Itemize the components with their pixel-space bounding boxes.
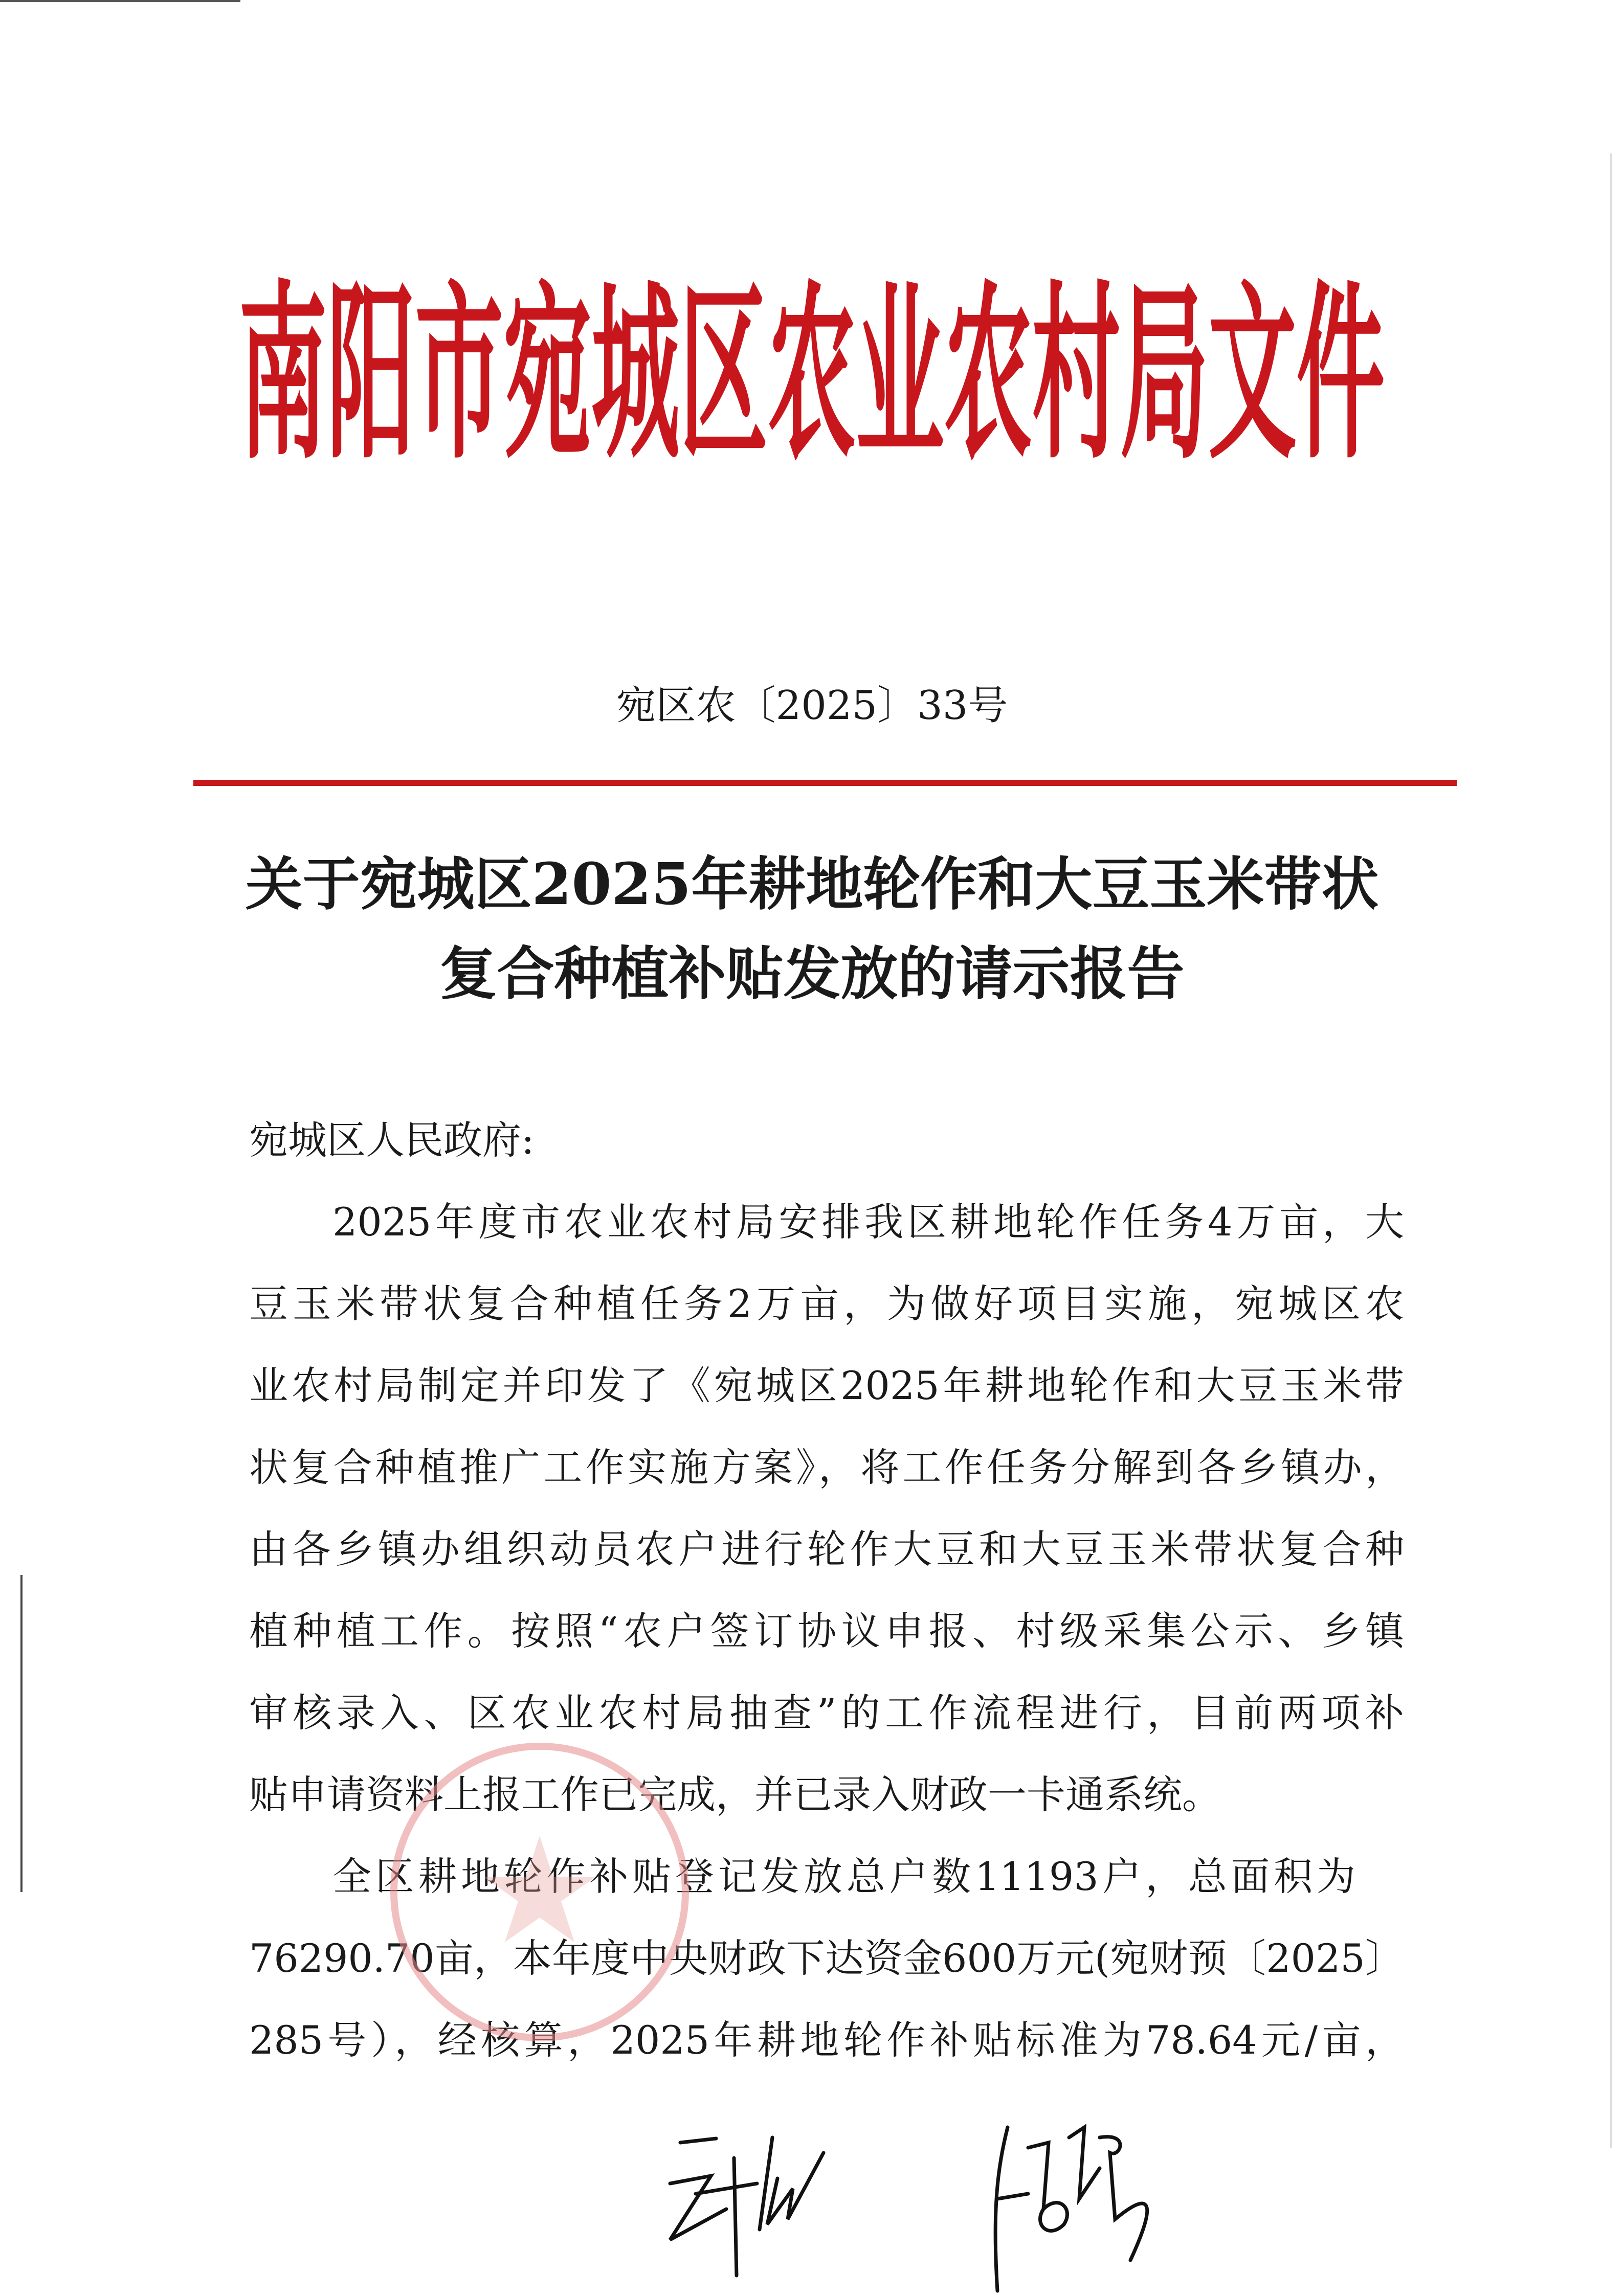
scan-edge-line [20, 1575, 23, 1892]
body-line: 76290.70亩，本年度中央财政下达资金600万元(宛财预〔2025〕 [249, 1935, 1404, 1981]
handwritten-signatures [639, 2107, 1304, 2296]
document-masthead [239, 245, 1385, 470]
document-title-line-1: 关于宛城区2025年耕地轮作和大豆玉米带状 [245, 851, 1379, 918]
red-divider [193, 780, 1457, 786]
addressee: 宛城区人民政府: [249, 1117, 535, 1163]
body-line: 全区耕地轮作补贴登记发放总户数11193户，总面积为 [332, 1854, 1355, 1899]
masthead-text: 南阳市宛城区农业农村局文件 [239, 263, 1385, 470]
official-seal-stamp [386, 1739, 693, 2045]
body-line: 豆玉米带状复合种植任务2万亩，为做好项目实施，宛城区农 [249, 1281, 1404, 1326]
body-line: 业农村局制定并印发了《宛城区2025年耕地轮作和大豆玉米带 [249, 1363, 1404, 1408]
scan-edge-line [1610, 153, 1612, 2148]
body-line: 状复合种植推广工作实施方案》，将工作任务分解到各乡镇办， [249, 1445, 1404, 1490]
body-line: 审核录入、区农业农村局抽查”的工作流程进行，目前两项补 [249, 1690, 1404, 1736]
body-line: 植种植工作。按照“农户签订协议申报、村级采集公示、乡镇 [249, 1608, 1404, 1654]
body-line: 由各乡镇办组织动员农户进行轮作大豆和大豆玉米带状复合种 [249, 1526, 1404, 1572]
body-line: 2025年度市农业农村局安排我区耕地轮作任务4万亩，大 [332, 1199, 1404, 1245]
scan-edge-line [0, 0, 240, 2]
body-line: 贴申请资料上报工作已完成，并已录入财政一卡通系统。 [249, 1772, 1221, 1817]
document-number: 宛区农〔2025〕33号 [616, 683, 1008, 729]
body-line: 285号），经核算，2025年耕地轮作补贴标准为78.64元/亩， [249, 2017, 1404, 2063]
document-title-line-2: 复合种植补贴发放的请示报告 [439, 940, 1185, 1007]
